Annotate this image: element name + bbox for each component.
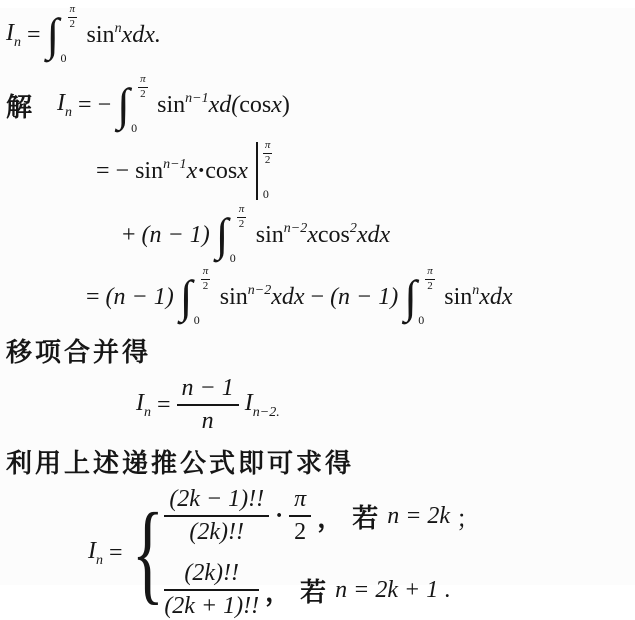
integral-lower-limit: 0	[193, 313, 200, 327]
fn-sin: sin	[135, 158, 164, 184]
center-dot: ·	[197, 158, 206, 184]
fullwidth-comma: ，	[265, 577, 295, 607]
integral-lower-limit: 0	[131, 121, 138, 135]
xdx: xdx.	[121, 22, 161, 48]
subscript-n: n	[96, 552, 103, 568]
fraction-numerator: n − 1	[177, 375, 239, 406]
exponent-n-1: n−1	[163, 157, 187, 172]
lhs-In	[57, 90, 72, 121]
lhs-In	[88, 538, 103, 569]
xd-open: xd(	[208, 92, 240, 118]
var-I: I	[6, 19, 14, 46]
var-I: I	[244, 389, 253, 416]
fn-cos: cos	[239, 92, 272, 118]
var-x: x	[271, 92, 282, 118]
exponent-n-2: n−2	[247, 283, 272, 298]
xdx: xdx	[271, 284, 305, 310]
fraction-numerator: (2k)!!	[164, 560, 259, 591]
limit-2: 2	[238, 217, 245, 230]
fn-sin: sin	[219, 284, 248, 310]
integral-upper-limit	[201, 266, 211, 296]
subscript-n: n	[14, 34, 21, 50]
integral-with-limits	[46, 3, 81, 65]
fraction-n-1-over-n	[177, 375, 239, 435]
solution-label: 解	[6, 92, 36, 122]
var-x: x	[237, 158, 248, 184]
integrand-sin-n-xdx	[444, 283, 512, 311]
sin-n1-x-cos-x	[135, 157, 248, 185]
integral-lower-limit: 0	[229, 251, 236, 265]
var-x: x	[186, 158, 198, 184]
period: .	[444, 576, 451, 603]
integrand-sin-n2-xdx	[220, 283, 305, 311]
equation-line-plus-term	[122, 203, 635, 265]
integrand-sin-n-xdx	[87, 21, 161, 49]
fullwidth-comma: ，	[317, 503, 347, 533]
integral-icon: ∫	[117, 79, 130, 130]
equation-line-split	[86, 265, 635, 327]
limit-pi: π	[201, 266, 211, 280]
equation-line-definition	[6, 3, 635, 65]
narration-apply-recursion: 利用上述递推公式即可求得	[6, 449, 355, 478]
integral-lower-limit: 0	[418, 313, 425, 327]
condition-expression: n = 2k + 1	[335, 576, 439, 603]
fn-sin: sin	[86, 22, 115, 48]
coefficient-n-1: (n − 1)	[105, 283, 174, 310]
equation-line-solution-start	[6, 73, 635, 135]
eval-upper-limit	[263, 140, 273, 170]
coefficient-n-1: (n − 1)	[330, 283, 399, 310]
semicolon: ；	[456, 506, 481, 533]
limit-pi: π	[68, 4, 78, 18]
integral-icon: ∫	[215, 209, 229, 260]
evaluation-bar	[254, 139, 282, 201]
plus-sign: +	[122, 221, 136, 248]
close-paren: )	[281, 92, 290, 118]
exponent-2: 2	[349, 221, 357, 236]
minus-sign: −	[97, 91, 112, 118]
pi-over-2	[201, 266, 211, 292]
eval-lower-limit: 0	[262, 187, 269, 201]
equation-line-piecewise-result	[88, 486, 635, 620]
limit-pi: π	[425, 266, 435, 280]
limit-pi: π	[237, 204, 247, 218]
xdx: xdx	[356, 222, 391, 248]
equals-sign: =	[86, 283, 100, 310]
equation-line-evaluated	[96, 139, 635, 201]
narration-combine-terms: 移项合并得	[6, 338, 152, 367]
pi-over-2	[425, 266, 435, 292]
pi-over-2	[263, 140, 273, 166]
fn-cos: cos	[205, 158, 238, 184]
case-odd	[164, 560, 480, 620]
integrand-sin-n2-cos2	[256, 221, 390, 249]
fraction-numerator: (2k − 1)!!	[164, 486, 269, 517]
limit-2: 2	[264, 153, 271, 166]
limit-2: 2	[427, 279, 433, 292]
fraction-denominator: 2	[294, 519, 307, 545]
subscript-n: n	[65, 104, 73, 120]
integral-with-limits	[404, 265, 438, 327]
piecewise-cases	[129, 486, 481, 620]
integral-upper-limit	[68, 4, 78, 34]
condition-expression: n = 2k	[387, 502, 451, 529]
minus-sign: −	[115, 157, 130, 184]
lhs-In	[136, 390, 151, 421]
equals-sign: =	[78, 91, 92, 118]
integral-upper-limit	[138, 74, 148, 104]
fraction-double-factorial-even	[164, 486, 269, 546]
limit-2: 2	[69, 17, 76, 30]
case-even	[164, 486, 480, 546]
fn-sin: sin	[444, 284, 473, 310]
limit-2: 2	[140, 87, 146, 100]
exponent-n: n	[472, 283, 480, 298]
fn-sin: sin	[157, 92, 186, 118]
minus-sign: −	[310, 283, 325, 310]
fraction-denominator: (2k)!!	[189, 519, 245, 545]
var-I: I	[88, 537, 96, 564]
exponent-n: n	[114, 21, 122, 36]
vertical-bar-icon	[256, 142, 258, 200]
pi-over-2	[68, 4, 78, 30]
var-I: I	[136, 389, 144, 416]
limit-pi: π	[138, 74, 148, 88]
integral-upper-limit	[237, 204, 247, 234]
equals-sign: =	[157, 391, 171, 418]
integral-icon: ∫	[179, 271, 193, 322]
if-character: 若	[300, 577, 330, 607]
xdx: xdx	[479, 284, 513, 310]
rhs-In-2	[245, 390, 280, 421]
limit-pi: π	[263, 140, 273, 154]
fraction-numerator: π	[289, 486, 311, 517]
pi-over-2	[237, 204, 247, 230]
integral-icon: ∫	[404, 271, 417, 322]
subscript-n: n	[144, 404, 151, 420]
if-character: 若	[352, 503, 382, 533]
integral-lower-limit: 0	[60, 51, 67, 65]
exponent-n-2: n−2	[283, 221, 308, 236]
equals-sign: =	[27, 21, 41, 48]
limit-2: 2	[202, 279, 209, 292]
fraction-pi-over-2	[289, 486, 311, 546]
exponent-n-1: n−1	[185, 91, 209, 106]
var-I: I	[57, 89, 66, 116]
pi-over-2	[138, 74, 148, 100]
integral-upper-limit	[425, 266, 435, 296]
fraction-double-factorial-odd	[164, 560, 259, 620]
left-brace-icon: {	[131, 491, 164, 615]
fn-sin: sin	[255, 222, 284, 248]
integral-with-limits	[117, 73, 151, 135]
var-x: x	[307, 222, 318, 248]
integral-with-limits	[215, 203, 250, 265]
coefficient-n-1: (n − 1)	[141, 221, 210, 248]
cases-column	[164, 486, 480, 620]
lhs-In	[6, 20, 21, 51]
math-solution-page	[0, 3, 635, 619]
fn-cos: cos	[317, 222, 350, 248]
fraction-denominator: n	[201, 408, 214, 434]
integral-with-limits	[179, 265, 214, 327]
fraction-denominator: (2k + 1)!!	[164, 593, 260, 619]
integral-icon: ∫	[46, 9, 60, 60]
equals-sign: =	[96, 157, 110, 184]
equation-line-recursion	[136, 375, 635, 435]
center-dot: ·	[275, 502, 284, 529]
subscript-n-2: n−2.	[252, 404, 280, 420]
equals-sign: =	[109, 539, 123, 566]
integrand-sin-n1-xdcosx	[157, 91, 290, 119]
